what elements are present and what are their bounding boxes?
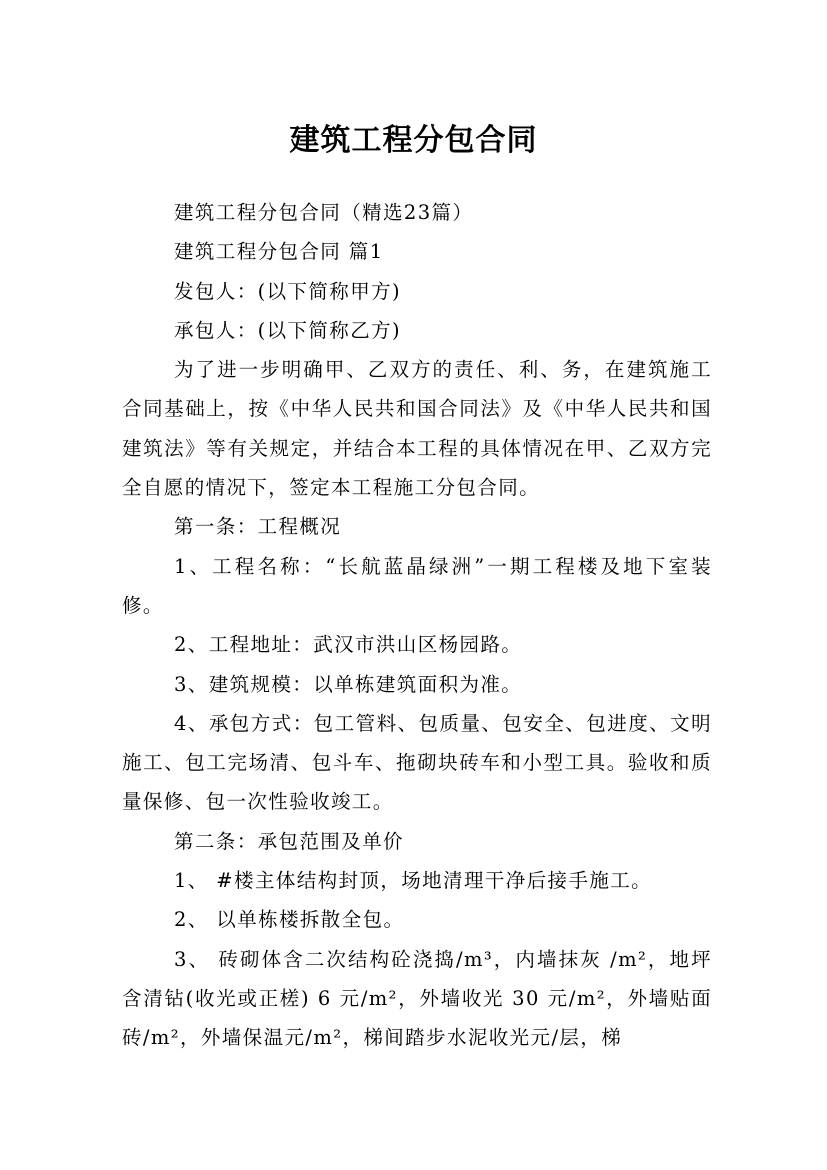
paragraph-article-heading: 建筑工程分包合同 篇1 (174, 240, 384, 264)
paragraph-subtitle: 建筑工程分包合同（精选23篇） (174, 201, 474, 224)
document-title: 建筑工程分包合同 (289, 123, 538, 159)
paragraph-section-1-heading: 第一条：工程概况 (174, 515, 342, 539)
paragraph-party-a: 发包人：(以下简称甲方) (174, 279, 402, 303)
paragraph-project-name: 1、工程名称：“长航蓝晶绿洲”一期工程楼及地下室装修。 (122, 554, 712, 617)
document-body (122, 193, 712, 1058)
paragraph-scope-3: 3、 砖砌体含二次结构砼浇捣/m³，内墙抹灰 /m²，地坪含清钻(收光或正槎) 6 元/m²，外墙收光 30 元/m²，外墙贴面砖/m²，外墙保温元/m²，梯间踏步水泥收光元/层，梯 (122, 947, 712, 1050)
paragraph-preamble: 为了进一步明确甲、乙双方的责任、利、务，在建筑施工合同基础上，按《中华人民共和国合同法》及《中华人民共和国建筑法》等有关规定，并结合本工程的具体情况在甲、乙双方完全自愿的情况下，签定本工程施工分包合同。 (122, 358, 712, 500)
paragraph-scope-1: 1、 #楼主体结构封顶，场地清理干净后接手施工。 (174, 869, 653, 893)
paragraph-project-scale: 3、建筑规模：以单栋建筑面积为准。 (174, 672, 523, 696)
paragraph-contract-method: 4、承包方式：包工管料、包质量、包安全、包进度、文明施工、包工完场清、包斗车、拖砌块砖车和小型工具。验收和质量保修、包一次性验收竣工。 (122, 711, 712, 814)
paragraph-party-b: 承包人：(以下简称乙方) (174, 318, 402, 342)
paragraph-scope-2: 2、 以单栋楼拆散全包。 (174, 908, 405, 932)
paragraph-section-2-heading: 第二条：承包范围及单价 (174, 829, 404, 853)
paragraph-project-address: 2、工程地址：武汉市洪山区杨园路。 (174, 633, 523, 657)
